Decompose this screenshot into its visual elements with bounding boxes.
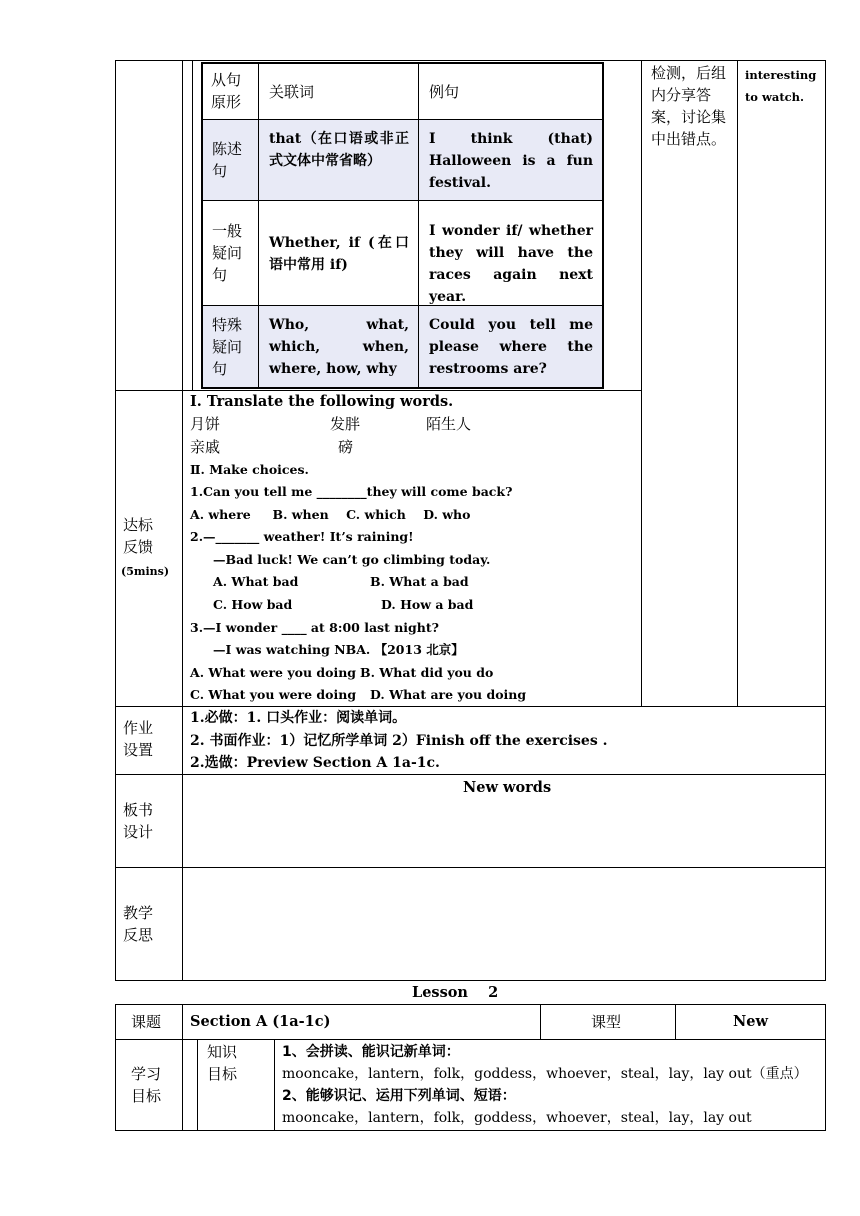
board-content: New words bbox=[463, 779, 552, 796]
clause-row3-example: Could you tell me please where the restrooms are? bbox=[429, 317, 593, 377]
knowledge-label: 知识目标 bbox=[207, 1043, 238, 1083]
outer-left-border bbox=[115, 60, 116, 980]
clause-row1-type: 陈述句 bbox=[212, 140, 243, 180]
question-3-reply: —I was watching NBA. 【2013 北京】 bbox=[213, 642, 464, 657]
far-right-divider bbox=[737, 60, 738, 706]
knowledge-line-2: mooncake，lantern，folk，goddess，whoever，steal，lay，lay out（重点） bbox=[282, 1066, 808, 1082]
board-label: 板书设计 bbox=[123, 801, 154, 841]
question-2-option-b: B. What a bad bbox=[370, 574, 469, 589]
homework-line-3: 2.选做：Preview Section A 1a-1c. bbox=[190, 755, 440, 771]
question-3-option-d: D. What are you doing bbox=[370, 687, 527, 702]
question-3-option-c: C. What you were doing bbox=[190, 687, 357, 702]
clause-row3-connective-cell bbox=[258, 305, 419, 389]
clause-row2-connective: Whether, if (在口语中常用 if) bbox=[269, 235, 409, 273]
feedback-part1-title: Ⅰ. Translate the following words. bbox=[190, 393, 454, 410]
knowledge-line-1: 1、会拼读、能识记新单词： bbox=[282, 1044, 460, 1060]
clause-row2-example: I wonder if/ whether they will have the races again next year. bbox=[429, 223, 593, 305]
lesson-knowledge-divider bbox=[274, 1039, 275, 1130]
lesson-table-bottom bbox=[115, 1130, 826, 1131]
clause-row3-connective: Who, what, which, when, where, how, why bbox=[269, 317, 409, 377]
homework-label: 作业设置 bbox=[123, 719, 154, 759]
clause-row2-type-cell bbox=[201, 200, 259, 306]
feedback-time: (5mins) bbox=[121, 565, 170, 578]
feedback-label bbox=[123, 514, 163, 558]
row-divider-board bbox=[115, 774, 826, 775]
clause-header-example-cell bbox=[418, 62, 604, 120]
clause-header-type-cell bbox=[201, 62, 259, 120]
peer-check-note: 检测，后组内分享答案，讨论集中出错点。 bbox=[651, 64, 727, 148]
question-2-option-d: D. How a bad bbox=[381, 597, 474, 612]
clause-header-type: 从句原形 bbox=[211, 71, 242, 111]
knowledge-line-4: mooncake，lantern，folk，goddess，whoever，steal，lay，lay out bbox=[282, 1110, 752, 1126]
inner-narrow-divider bbox=[192, 60, 193, 390]
question-1: 1.Can you tell me ________they will come back? bbox=[190, 484, 513, 499]
clause-row2-example-cell bbox=[418, 200, 604, 306]
clause-row1-example-cell bbox=[418, 119, 604, 201]
lesson-title: Lesson 2 bbox=[412, 984, 499, 1001]
word-mooncake-cn: 月饼 bbox=[190, 415, 221, 433]
clause-row1-connective: that（在口语或非正式文体中常省略） bbox=[269, 131, 409, 169]
far-right-note: interesting to watch. bbox=[745, 68, 817, 104]
lesson-table-row-divider bbox=[115, 1039, 826, 1040]
lesson-label-divider bbox=[182, 1004, 183, 1130]
clause-row3-type: 特殊疑问句 bbox=[212, 316, 243, 378]
word-stranger-cn: 陌生人 bbox=[426, 415, 472, 433]
lesson-topic-divider bbox=[540, 1004, 541, 1039]
question-2-reply: —Bad luck! We can’t go climbing today. bbox=[213, 552, 491, 567]
question-3: 3.—I wonder ____ at 8:00 last night? bbox=[190, 620, 439, 635]
type-value: New bbox=[733, 1013, 768, 1030]
type-label: 课型 bbox=[591, 1013, 622, 1031]
knowledge-line-3: 2、能够识记、运用下列单词、短语： bbox=[282, 1088, 516, 1104]
question-2-option-c: C. How bad bbox=[213, 597, 293, 612]
topic-value: Section A (1a-1c) bbox=[190, 1013, 331, 1030]
topic-label: 课题 bbox=[131, 1013, 162, 1031]
lesson-narrow-divider bbox=[197, 1039, 198, 1130]
outer-right-border bbox=[825, 60, 826, 980]
clause-header-example: 例句 bbox=[429, 83, 460, 101]
content-right-divider bbox=[641, 60, 642, 706]
lesson-type-divider bbox=[675, 1004, 676, 1039]
label-col-divider bbox=[182, 60, 183, 980]
question-3-option-b: B. What did you do bbox=[360, 665, 494, 680]
clause-header-connective-cell bbox=[258, 62, 419, 120]
lesson-right-border bbox=[825, 1004, 826, 1130]
clause-row2-type: 一般疑问句 bbox=[212, 222, 243, 284]
feedback-part2-title: Ⅱ. Make choices. bbox=[190, 462, 309, 477]
clause-row1-example: I think (that) Halloween is a fun festival. bbox=[429, 131, 593, 191]
clause-row2-connective-cell bbox=[258, 200, 419, 306]
lesson-left-border bbox=[115, 1004, 116, 1130]
question-2-option-a: A. What bad bbox=[213, 574, 299, 589]
homework-line-1: 1.必做：1. 口头作业：阅读单词。 bbox=[190, 710, 407, 726]
word-pound-cn: 磅 bbox=[338, 438, 354, 456]
clause-row3-type-cell bbox=[201, 305, 259, 389]
question-2: 2.—_______ weather! It’s raining! bbox=[190, 529, 414, 544]
word-relative-cn: 亲戚 bbox=[190, 438, 221, 456]
row-divider-reflection bbox=[115, 867, 826, 868]
goal-label: 学习目标 bbox=[131, 1065, 162, 1105]
outer-bottom-border bbox=[115, 980, 826, 981]
clause-row1-type-cell bbox=[201, 119, 259, 201]
word-fat-cn: 发胖 bbox=[330, 415, 361, 433]
clause-row3-example-cell bbox=[418, 305, 604, 389]
reflection-label: 教学反思 bbox=[123, 904, 154, 944]
clause-header-connective: 关联词 bbox=[269, 83, 315, 101]
homework-line-2: 2. 书面作业：1）记忆所学单词 2）Finish off the exercises . bbox=[190, 733, 608, 749]
lesson-table-top bbox=[115, 1004, 826, 1005]
clause-row1-connective-cell bbox=[258, 119, 419, 201]
question-3-option-a: A. What were you doing bbox=[190, 665, 357, 680]
question-1-options: A. where B. when C. which D. who bbox=[190, 507, 471, 522]
feedback-label-text: 达标反馈 bbox=[123, 516, 154, 556]
outer-top-border bbox=[115, 60, 826, 61]
